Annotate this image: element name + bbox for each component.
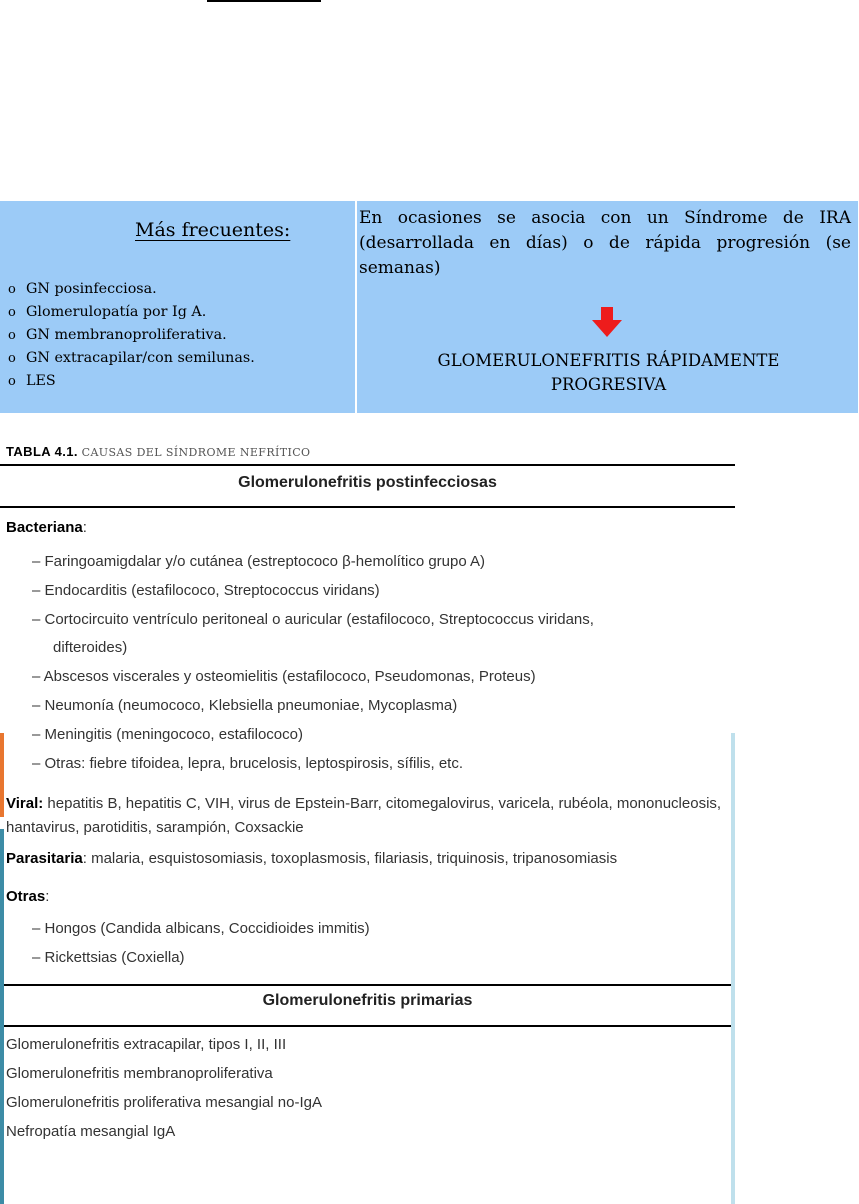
rapid-progression-text: En ocasiones se asocia con un Síndrome de IRA (desarrollada en días) o de rápida progresión (se semanas) [359, 208, 851, 278]
list-item: – Hongos (Candida albicans, Coccidioides immitis) [32, 920, 370, 937]
list-item: – Abscesos viscerales y osteomielitis (estafilococo, Pseudomonas, Proteus) [32, 668, 536, 685]
table-row: Glomerulonefritis extracapilar, tipos I, II, III [6, 1036, 287, 1053]
left-edge-accent [0, 829, 4, 1204]
right-edge-accent [731, 733, 735, 1204]
down-arrow-icon [592, 307, 622, 337]
section-postinfecciosas-title: Glomerulonefritis postinfecciosas [238, 474, 497, 491]
divider [0, 984, 735, 986]
list-item-continued: difteroides) [53, 639, 128, 656]
parasitaria-entry: Parasitaria: malaria, esquistosomiasis, toxoplasmosis, filariasis, triquinosis, tripanosomiasis [6, 850, 618, 867]
list-item: o GN posinfecciosa. [8, 278, 255, 301]
list-item: – Cortocircuito ventrículo peritoneal o auricular (estafilococo, Streptococcus viridans, [32, 611, 594, 628]
list-item: o GN extracapilar/con semilunas. [8, 347, 255, 370]
list-item: – Faringoamigdalar y/o cutánea (estreptococo β-hemolítico grupo A) [32, 553, 486, 570]
list-item: o GN membranoproliferativa. [8, 324, 255, 347]
list-item: – Otras: fiebre tifoidea, lepra, brucelosis, leptospirosis, sífilis, etc. [32, 755, 464, 772]
frequent-causes-list [8, 278, 255, 393]
rapid-progression-box [355, 201, 858, 413]
list-item: – Endocarditis (estafilococo, Streptococcus viridans) [32, 582, 380, 599]
table-row: Nefropatía mesangial IgA [6, 1123, 176, 1140]
list-item: – Rickettsias (Coxiella) [32, 949, 185, 966]
divider [0, 464, 735, 466]
viral-entry: Viral: hepatitis B, hepatitis C, VIH, virus de Epstein-Barr, citomegalovirus, varicela, rubéola, mononucleosis, hantavirus, parotiditis, sarampión, Coxsackie [6, 795, 722, 836]
otras-label: Otras: [6, 888, 50, 905]
list-item: – Neumonía (neumococo, Klebsiella pneumoniae, Mycoplasma) [32, 697, 458, 714]
table-row: Glomerulonefritis membranoproliferativa [6, 1065, 273, 1082]
frequent-causes-heading: Más frecuentes: [135, 219, 291, 241]
left-edge-accent [0, 733, 4, 817]
list-item: – Meningitis (meningococo, estafilococo) [32, 726, 303, 743]
table-title: TABLA 4.1. CAUSAS DEL SÍNDROME NEFRÍTICO [6, 444, 311, 459]
top-underline-fragment [207, 0, 321, 2]
divider [0, 1025, 735, 1027]
frequent-causes-box [0, 201, 355, 413]
causes-table [0, 420, 735, 1204]
section-primarias-title: Glomerulonefritis primarias [262, 992, 473, 1009]
list-item: o LES [8, 370, 255, 393]
bacteriana-label: Bacteriana: [6, 519, 87, 536]
table-row: Glomerulonefritis proliferativa mesangial no-IgA [6, 1094, 322, 1111]
divider [0, 506, 735, 508]
list-item: o Glomerulopatía por Ig A. [8, 301, 255, 324]
rapid-gn-result: GLOMERULONEFRITIS RÁPIDAMENTE PROGRESIVA [437, 351, 780, 394]
